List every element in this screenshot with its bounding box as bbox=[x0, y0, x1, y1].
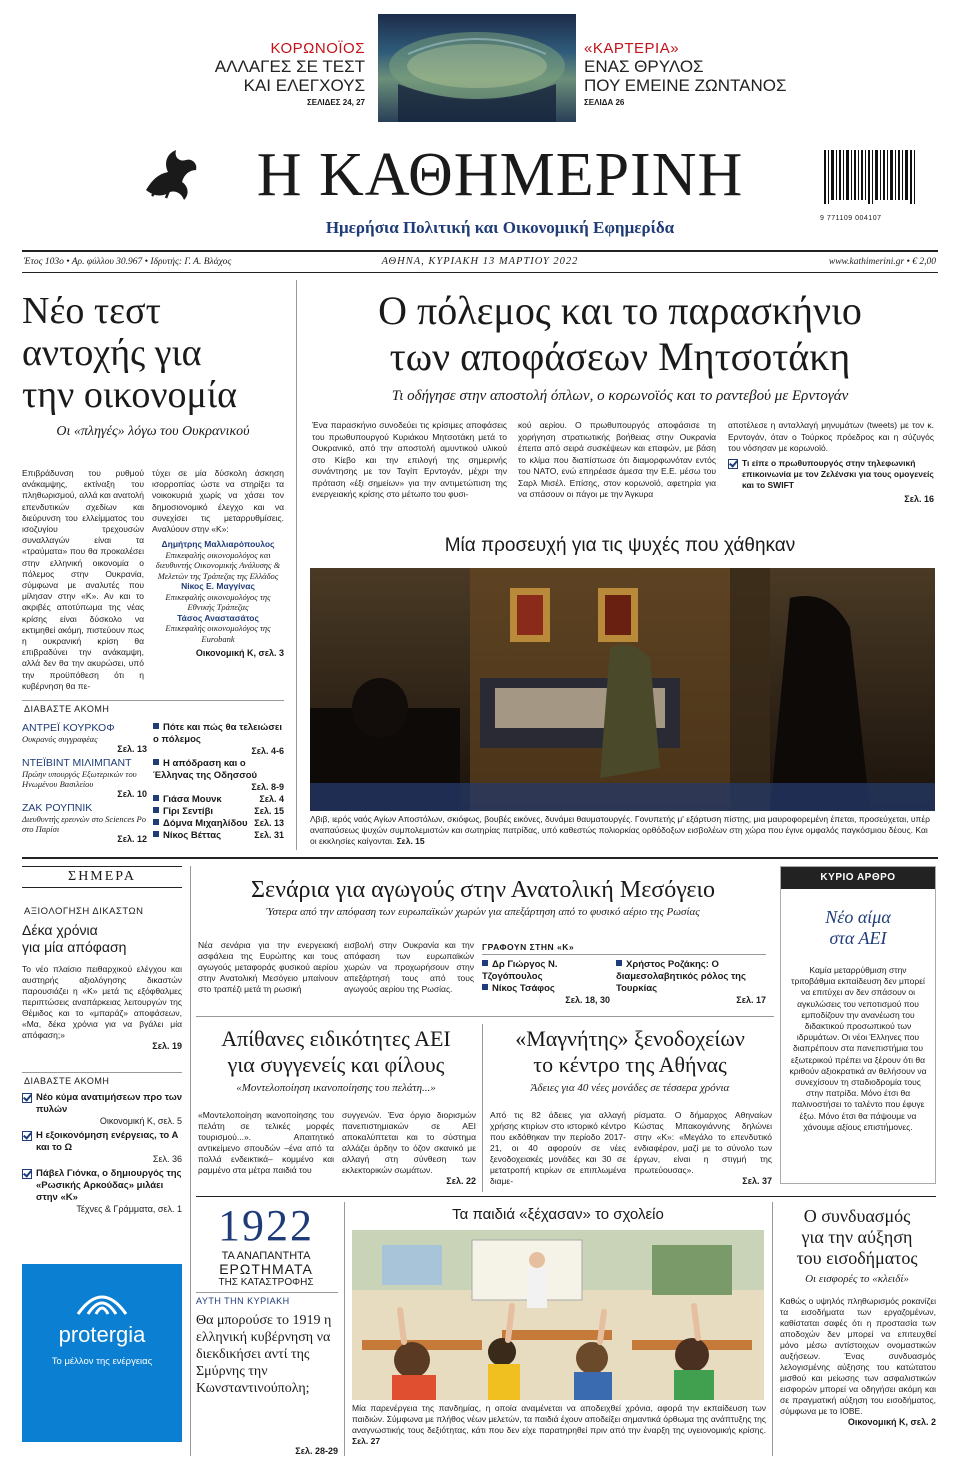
read-more-item[interactable]: Δόμνα Μιχαηλίδου Σελ. 13 bbox=[153, 818, 284, 830]
read-more-item[interactable]: Η απόδραση και ο Έλληνας της Οδησσού Σελ. 8-9 bbox=[153, 758, 284, 792]
teaser-left-pages: ΣΕΛΙΔΕΣ 24, 27 bbox=[306, 98, 365, 107]
main-story-box[interactable]: Τι είπε ο πρωθυπουργός στην τηλεφωνική επικοινωνία με τον Ζελένσκι για τους ομογενείς και το SWIFT bbox=[728, 458, 934, 491]
classroom-image bbox=[352, 1230, 764, 1400]
barcode-icon bbox=[820, 150, 930, 210]
universities-col1: «Μοντελοποίηση ικανοποίησης του πελάτη σε τελικές μορφές τουρισμού...». Απαιτητικό αντικείμενο σπουδών –ένα από τα πολλά ενδεικτικά– κομμένο και ραμμένο στα μέτρα παιδιά του bbox=[198, 1110, 334, 1175]
today-read-more-label: ΔΙΑΒΑΣΤΕ ΑΚΟΜΗ bbox=[24, 1076, 110, 1086]
teaser-right-pages: ΣΕΛΙΔΑ 26 bbox=[584, 98, 625, 107]
hotels-ref: Σελ. 37 bbox=[742, 1176, 772, 1186]
today-label: ΣΗΜΕΡΑ bbox=[22, 866, 182, 888]
barcode bbox=[820, 150, 930, 220]
school-photo[interactable] bbox=[352, 1230, 764, 1400]
author-role: Επικεφαλής οικονομολόγος και διευθυντής Οικονομικής Ανάλυσης & Μελετών της Τράπεζας της Ελλάδος bbox=[155, 549, 281, 581]
author-name: Τάσος Αναστασάτος bbox=[177, 612, 259, 623]
griffin-logo-icon bbox=[138, 140, 204, 206]
teaser-photo[interactable] bbox=[378, 14, 576, 122]
masthead-subtitle: Ημερήσια Πολιτική και Οικονομική Εφημερίδα bbox=[325, 218, 675, 237]
teaser-left-line1: ΑΛΛΑΓΕΣ ΣΕ ΤΕΣΤ bbox=[214, 57, 365, 76]
today-story[interactable] bbox=[22, 922, 182, 1051]
issue-date: ΑΘΗΝΑ, ΚΥΡΙΑΚΗ 13 ΜΑΡΤΙΟΥ 2022 bbox=[381, 256, 579, 267]
masthead-title: Η ΚΑΘΗΜΕΡΙΝΗ bbox=[256, 141, 744, 209]
protergia-ad[interactable] bbox=[22, 1264, 182, 1442]
year1922-ref: Σελ. 28-29 bbox=[295, 1446, 338, 1456]
left-story-ref[interactable]: Οικονομική Κ, σελ. 3 bbox=[195, 648, 284, 659]
editorial-headline-l2: στα ΑΕΙ bbox=[829, 928, 887, 948]
church-interior-image bbox=[310, 568, 935, 811]
editorial-body: Καμία μεταρρύθμιση στην τριτοβάθμια εκπαίδευση δεν μπορεί να επιτύχει αν δεν σπάσουν οι αγκυλώσεις του νεποτισμού που εμποδίζουν την ανανέωση του διδακτικού προσωπικού των ιδρυμάτων. Οι νέοι Έλληνες που διαπρέπουν στα πανεπιστήμια του εξωτερικού πρέπει να ξέρουν ότι θα κριθούν αξιοκρατικά αν θελήσουν να συνεχίσουν τη σταδιοδρομία τους στην πατρίδα. Μόνο έτσι θα παλινοστήσει το ταλέντο που έφυγε έξω. Μόνο έτσι θα πάψουμε να χάνουμε αξίους επιστήμονες. bbox=[789, 965, 927, 1132]
prayer-headline: Μία προσευχή για τις ψυχές που χάθηκαν bbox=[444, 535, 796, 556]
writer-item[interactable]: Νίκος Τσάφος bbox=[482, 983, 610, 995]
read-more-item[interactable]: Γιάσα Μουνκ Σελ. 4 bbox=[153, 794, 284, 806]
teaser-left-kicker: ΚΟΡΩΝΟΪΟΣ bbox=[270, 40, 365, 57]
year1922-label: ΑΥΤΗ ΤΗΝ ΚΥΡΙΑΚΗ bbox=[196, 1296, 290, 1306]
income-body: Καθώς ο υψηλός πληθωρισμός ροκανίζει τα εισοδήματα των εργαζομένων, καθίσταται σαφές ότι η προστασία των αποδοχών δεν μπορεί να επιτευχθεί μόνο μέσω αντίστοιχων ονομαστικών αυξήσεων. Ένας συνδυασμός λελογισμένης αύξησης του κατώτατου μισθού και μείωσης των ασφαλιστικών εισφορών μπορεί να οδηγήσει ακόμη και σε πραγματική αύξηση του εισοδήματος, σύμφωνα με το ΙΟΒΕ. bbox=[780, 1296, 936, 1416]
read-more-item[interactable]: ΑΝΤΡΕΪ ΚΟΥΡΚΟΦ Ουκρανός συγγραφέας Σελ. 13 bbox=[22, 722, 147, 754]
left-story-col2: τύχει σε μία δύσκολη άσκηση ισορροπίας ώστε να στηρίξει τα νοικοκυριά χωρίς να χάσει τον δημοσιονομικό έλεγχο και να συνεχίσει τις μεταρρυθμίσεις. Αναλύουν στην «Κ»: Δημήτρης Μαλλιαρόπουλος Επικεφαλής οικονομολόγος και διευθυντής Οικονομικής Ανάλυσης & Μελετών της Τράπεζας της Ελλάδος Νίκος Ε. Μαγγίνας Επικεφαλής οικονομολόγος της Εθνικής Τράπεζας Τάσος Αναστασάτος Επικεφαλής οικονομολόγος της Eurobank Οικονομική Κ, σελ. 3 bbox=[152, 468, 284, 659]
universities-story[interactable] bbox=[196, 1026, 476, 1094]
left-headline-l3: την οικονομία bbox=[22, 374, 238, 416]
left-deck: Οι «πληγές» λόγω του Ουκρανικού bbox=[56, 424, 250, 439]
today-headline-l2: για μία απόφαση bbox=[22, 939, 127, 955]
hotels-col2: ρίσματα. Ο δήμαρχος Αθηναίων Κώστας Μπακογιάννης δηλώνει στην «Κ»: «Μεγάλο το επενδυτικό ενδιαφέρον, μαζί με το σύνολο των έργων, είναι η στιγμή της πρωτεύουσας». Σελ. 37 bbox=[634, 1110, 772, 1186]
today-read-more-item[interactable]: Η εξοικονόμηση ενέργειας, το Α και το Ω Σελ. 36 bbox=[22, 1130, 182, 1164]
issue-info: Έτος 103ο • Αρ. φύλλου 30.967 • Ιδρυτής: Γ. Α. Βλάχος bbox=[24, 257, 232, 267]
read-more-item[interactable]: ΖΑΚ ΡΟΥΠΝΙΚ Διευθυντής ερευνών στο Sciences Po στο Παρίσι Σελ. 12 bbox=[22, 802, 147, 844]
read-more-right bbox=[153, 722, 284, 842]
main-story-ref: Σελ. 16 bbox=[904, 493, 934, 504]
pipelines-headline: Σενάρια για αγωγούς στην Ανατολική Μεσόγειο bbox=[251, 877, 715, 903]
hotels-story[interactable] bbox=[488, 1026, 772, 1094]
teaser-right-line1: ΕΝΑΣ ΘΡΥΛΟΣ bbox=[584, 57, 704, 76]
left-story-col1: Επιβράδυνση του ρυθμού ανάκαμψης, εκτίναξη του πληθωρισμού, αλλά και ανατολή επενδυτικών σχεδίων και διεύρυνση του ελλείμματος του ισοζυγίου τρεχουσών συναλλαγών είναι τα «τραύματα» που θα προκαλέσει στην ελληνική οικονομία ο πόλεμος στην Ουκρανία, σύμφωνα με αναλυτές που μίλησαν στην «Κ». Αν και το ακριβές αποτύπωμα της νέας κρίσης είναι δύσκολο να εκτιμηθεί ακόμη, πιστεύουν πως η ουκρανική κρίση θα επιβραδύνει την ανάκαμψη, αλλά δεν θα την ακυρώσει, υπό την προϋπόθεση ότι η κυβέρνηση θα πε- bbox=[22, 468, 144, 691]
income-body-wrap bbox=[780, 1296, 936, 1427]
school-ref[interactable]: Σελ. 27 bbox=[352, 1436, 381, 1446]
main-story-col3: αποτέλεσε η ανταλλαγή μηνυμάτων (tweets) με τον κ. Ερντογάν, όταν ο Τούρκος πρόεδρος και η σύζυγός του νόσησαν με κορωνοϊό. Τι είπε ο πρωθυπουργός στην τηλεφωνική επικοινωνία με τον Ζελένσκι για τους ομογενείς και το SWIFT Σελ. 16 bbox=[728, 420, 934, 504]
barcode-number: 9 771109 004107 bbox=[820, 215, 882, 222]
main-deck: Τι οδήγησε στην αποστολή όπλων, ο κορωνοϊός και το ραντεβού με Ερντογάν bbox=[391, 388, 849, 404]
prayer-ref[interactable]: Σελ. 15 bbox=[396, 836, 425, 846]
income-story[interactable] bbox=[778, 1206, 936, 1285]
editorial-box[interactable] bbox=[780, 866, 936, 1184]
today-body: Το νέο πλαίσιο πειθαρχικού ελέγχου και αυστηρής αξιολόγησης δικαστών παρουσιάζει η «Κ» μετά τις εξόφθαλμες περιπτώσεις αναπάρκειας λειτουργών της Θέμιδος και το «μπαράζ» αποφάσεων, «Μα, δέκα χρόνια για να βγάλει μία απόφαση;» bbox=[22, 964, 182, 1040]
income-headline-l1: Ο συνδυασμός bbox=[803, 1206, 911, 1226]
main-headline-l2: των αποφάσεων Μητσοτάκη bbox=[389, 334, 851, 379]
author-name: Νίκος Ε. Μαγγίνας bbox=[181, 581, 255, 592]
pipelines-col1: Νέα σενάρια για την ενεργειακή ασφάλεια της Ευρώπης και τους αγωγούς μεταφοράς φυσικού αερίου στην Ανατολική Μεσόγειο μπαίνουν στο τραπέζι μετά τη ρωσική bbox=[198, 940, 338, 994]
editorial-label: ΚΥΡΙΟ ΑΡΘΡΟ bbox=[781, 867, 935, 889]
author-role: Επικεφαλής οικονομολόγος της Eurobank bbox=[165, 623, 271, 644]
today-ref: Σελ. 19 bbox=[152, 1041, 182, 1051]
hotels-deck: Άδειες για 40 νέες μονάδες σε τέσσερα χρόνια bbox=[530, 1082, 730, 1094]
main-story-col1: Ένα παρασκήνιο συνοδεύει τις κρίσιμες αποφάσεις του πρωθυπουργού Κυριάκου Μητσοτάκη μετά το Ουκρανικό, από την αποστολή αμυντικού υλικού στο Κίεβο και την επιλογή της σημερινής συνάντησης με τον Ταγίπ Ερντογάν, μέχρι την πρόταση «έξι σημείων» για την αντιμετώπιση της ενεργειακής κρίσης στο μέτωπο του φυσι- bbox=[312, 420, 507, 499]
hotels-headline-l1: «Μαγνήτης» ξενοδοχείων bbox=[515, 1026, 745, 1051]
income-deck: Οι εισφορές το «κλειδί» bbox=[805, 1273, 909, 1285]
school-headline: Τα παιδιά «ξέχασαν» το σχολείο bbox=[452, 1206, 664, 1223]
main-story-col2: κού αερίου. Ο πρωθυπουργός αποφάσισε τη χορήγηση στρατιωτικής βοήθειας στην Ουκρανία έπειτα από σειρά συσκέψεων και επαφών, με βάση το κλίμα που διαπίστωσε ότι διαμορφωνόταν εντός του ΝΑΤΟ, ενώ επηρέασε άμεσα την Ε.Ε. μέσω του Σαρλ Μισέλ. Επίσης, στον κορωνοϊό, αφετηρία για να σπάσουν οι πάγοι με την Άγκυρα bbox=[518, 420, 716, 499]
today-headline-l1: Δέκα χρόνια bbox=[22, 922, 98, 938]
site-price[interactable]: www.kathimerini.gr • € 2,00 bbox=[828, 257, 936, 267]
read-more-item[interactable]: ΝΤΕΪΒΙΝΤ ΜΙΛΙΜΠΑΝΤ Πρώην υπουργός Εξωτερικών του Ηνωμένου Βασιλείου Σελ. 10 bbox=[22, 757, 147, 799]
teaser-right-line2: ΠΟΥ ΕΜΕΙΝΕ ΖΩΝΤΑΝΟΣ bbox=[584, 76, 787, 95]
today-read-more-item[interactable]: Πάβελ Γιόνκα, ο δημιουργός της «Ρωσικής Αρκούδας» μιλάει στην «Κ» Τέχνες & Γράμματα, σελ. 1 bbox=[22, 1168, 182, 1214]
universities-deck: «Μοντελοποίηση ικανοποίησης του πελάτη...» bbox=[236, 1082, 436, 1094]
hotels-col1: Από τις 82 άδειες για αλλαγή χρήσης κτιρίων στο ιστορικό κέντρο που εκδόθηκαν την περίοδο 2017-21, οι 40 αφορούν σε νέες ξενοδοχειακές μονάδες και 30 σε μετατροπή κτιρίων σε επιπλωμένα διαμε- bbox=[490, 1110, 626, 1186]
writer-item[interactable]: Δρ Γιώργος Ν. Τζογόπουλος bbox=[482, 959, 558, 982]
year1922-text: Θα μπορούσε το 1919 η ελληνική κυβέρνηση να διεκδικήσει αντί της Σμύρνης την Κωνσταντινούπολη; bbox=[196, 1313, 332, 1396]
ad-tagline: Το μέλλον της ενέργειας bbox=[51, 1356, 153, 1367]
universities-col2: συγγενών. Ένα όργιο διορισμών πανεπιστημιακών σε ΑΕΙ αποκαλύπτεται και το σύστημα αλλάζει άρδην το όζον σκανικό με αλλαγή στη σύνθεση των εκλεκτορικών σωμάτων. Σελ. 22 bbox=[342, 1110, 476, 1186]
teaser-right[interactable] bbox=[584, 40, 794, 107]
universities-ref: Σελ. 22 bbox=[446, 1176, 476, 1186]
year1922-line1: ΤΑ ΑΝΑΠΑΝΤΗΤΑ bbox=[221, 1250, 311, 1262]
read-more-item[interactable]: Πότε και πώς θα τελειώσει ο πόλεμος Σελ. 4-6 bbox=[153, 722, 284, 756]
editorial-headline-l1: Νέο αίμα bbox=[825, 907, 891, 927]
read-more-item[interactable]: Νίκος Βέττας Σελ. 31 bbox=[153, 830, 284, 842]
read-more-item[interactable]: Γίρι Σεντίβι Σελ. 15 bbox=[153, 806, 284, 818]
left-story[interactable] bbox=[22, 290, 284, 440]
read-more-left bbox=[22, 722, 147, 844]
author-role: Επικεφαλής οικονομολόγος της Εθνικής Τράπεζας bbox=[165, 591, 271, 613]
year1922-line3: ΤΗΣ ΚΑΤΑΣΤΡΟΦΗΣ bbox=[218, 1277, 314, 1288]
income-headline-l3: του εισοδήματος bbox=[796, 1248, 918, 1268]
pipelines-writers: ΓΡΑΦΟΥΝ ΣΤΗΝ «Κ» Δρ Γιώργος Ν. Τζογόπουλος Νίκος Τσάφος Σελ. 18, 30 Χρήστος Ροζάκης: Ο διαμεσολαβητικός ρόλος της Τουρκίας Σελ. 17 bbox=[482, 942, 766, 1005]
today-read-more-item[interactable]: Νέο κύμα ανατιμήσεων προ των πυλών Οικονομική Κ, σελ. 5 bbox=[22, 1092, 182, 1126]
read-more-label: ΔΙΑΒΑΣΤΕ ΑΚΟΜΗ bbox=[24, 704, 110, 714]
today-read-more-list bbox=[22, 1092, 182, 1214]
hotels-headline-l2: το κέντρο της Αθήνας bbox=[533, 1052, 727, 1077]
ad-brand: protergia bbox=[58, 1322, 146, 1347]
main-headline-l1: Ο πόλεμος και το παρασκήνιο bbox=[378, 288, 862, 333]
shipwreck-image bbox=[378, 14, 576, 122]
pipelines-deck: Ύστερα από την απόφαση των ευρωπαϊκών χωρών για απεξάρτηση από το φυσικό αέριο της Ρωσίας bbox=[266, 906, 700, 918]
prayer-caption: Λβιβ, ιερός ναός Αγίων Αποστόλων, σκιόφως, βουβές εικόνες, δυνάμει θαυματουργές. Γονυπετής μ' εξάρτυση πίστης, μια μαυροφορεμένη έπεται, προσεύχεται, υπέρ αναπαύσεως ψυχών συμπολεμιστών και σωτηρίας πατρίδας, υπό καθεστώς πολιορκίας ορθόδοξων εισβολέων στη χώρα που έγινε ομφαλός παγκόσμιου δέους. Και οι εκκλησίες καίγονται. Σελ. 15 bbox=[310, 814, 930, 846]
universities-headline-l1: Απίθανες ειδικότητες ΑΕΙ bbox=[221, 1026, 451, 1051]
teaser-right-kicker: «ΚΑΡΤΕΡΙΑ» bbox=[584, 40, 680, 57]
teaser-left[interactable] bbox=[170, 40, 365, 107]
writer-item[interactable]: Χρήστος Ροζάκης: Ο διαμεσολαβητικός ρόλος της Τουρκίας bbox=[616, 959, 746, 994]
year1922-line2: ΕΡΩΤΗΜΑΤΑ bbox=[219, 1261, 313, 1277]
pipelines-story[interactable] bbox=[196, 876, 770, 918]
main-story[interactable] bbox=[305, 288, 935, 405]
year1922-feature[interactable] bbox=[196, 1202, 336, 1289]
income-headline-l2: για την αύξηση bbox=[801, 1227, 913, 1247]
today-section: ΑΞΙΟΛΟΓΗΣΗ ΔΙΚΑΣΤΩΝ bbox=[24, 906, 144, 917]
year1922-number: 1922 bbox=[218, 1201, 314, 1250]
income-ref[interactable]: Οικονομική Κ, σελ. 2 bbox=[847, 1417, 936, 1427]
universities-headline-l2: για συγγενείς και φίλους bbox=[227, 1052, 445, 1077]
prayer-photo[interactable] bbox=[310, 568, 935, 811]
left-headline-l2: αντοχής για bbox=[22, 332, 202, 374]
teaser-left-line2: ΚΑΙ ΕΛΕΓΧΟΥΣ bbox=[243, 76, 365, 95]
left-headline-l1: Νέο τεστ bbox=[22, 290, 161, 332]
author-name: Δημήτρης Μαλλιαρόπουλος bbox=[161, 539, 275, 550]
pipelines-col2: εισβολή στην Ουκρανία και την απόφαση των ευρωπαϊκών χωρών να προχωρήσουν στην απεξάρτησή τους από τους αγωγούς αερίου της Ρωσίας. bbox=[344, 940, 474, 994]
protergia-logo-icon bbox=[74, 1286, 130, 1316]
school-caption: Μία παρενέργεια της πανδημίας, η οποία αναμένεται να αποδειχθεί χρόνια, αφορά την εκπαίδευση των παιδιών. Σύμφωνα με πλήθος νέων μελετών, τα παιδιά έχουν αποδείξει σημαντικά όρθωμα της ανάπτυξης της αναγνωστικής τους δεξιότητας, κάτι που δεν είχε παρατηρηθεί πριν από την έναρξη της υγειονομικής κρίσης. Σελ. 27 bbox=[352, 1403, 766, 1446]
